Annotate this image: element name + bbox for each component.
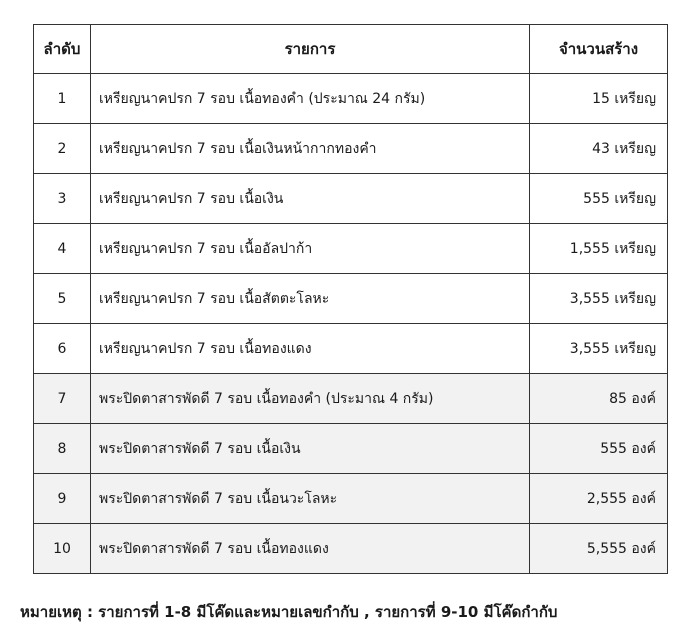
row-index: 10 <box>34 524 91 574</box>
table-header <box>34 25 668 74</box>
row-index: 8 <box>34 424 91 474</box>
row-index: 3 <box>34 174 91 224</box>
row-index: 7 <box>34 374 91 424</box>
table-row <box>34 124 668 174</box>
table-row <box>34 274 668 324</box>
table-row <box>34 524 668 574</box>
row-item: เหรียญนาคปรก 7 รอบ เนื้อสัตตะโลหะ <box>91 274 530 324</box>
table-row <box>34 474 668 524</box>
table-row <box>34 324 668 374</box>
table-row <box>34 424 668 474</box>
row-item: พระปิดตาสารพัดดี 7 รอบ เนื้อทองแดง <box>91 524 530 574</box>
table-row <box>34 174 668 224</box>
row-quantity: 85 องค์ <box>530 374 668 424</box>
row-quantity: 1,555 เหรียญ <box>530 224 668 274</box>
row-item: เหรียญนาคปรก 7 รอบ เนื้อทองแดง <box>91 324 530 374</box>
header-quantity: จำนวนสร้าง <box>530 25 668 74</box>
row-quantity: 43 เหรียญ <box>530 124 668 174</box>
row-quantity: 2,555 องค์ <box>530 474 668 524</box>
row-quantity: 555 องค์ <box>530 424 668 474</box>
item-table-container <box>33 24 667 574</box>
table-row <box>34 374 668 424</box>
row-item: เหรียญนาคปรก 7 รอบ เนื้อทองคำ (ประมาณ 24 กรัม) <box>91 74 530 124</box>
table-row <box>34 224 668 274</box>
row-index: 4 <box>34 224 91 274</box>
row-quantity: 555 เหรียญ <box>530 174 668 224</box>
table-body <box>34 74 668 574</box>
row-index: 5 <box>34 274 91 324</box>
row-item: เหรียญนาคปรก 7 รอบ เนื้อเงิน <box>91 174 530 224</box>
header-index: ลำดับ <box>34 25 91 74</box>
row-index: 1 <box>34 74 91 124</box>
row-item: พระปิดตาสารพัดดี 7 รอบ เนื้อนวะโลหะ <box>91 474 530 524</box>
row-quantity: 5,555 องค์ <box>530 524 668 574</box>
header-row <box>34 25 668 74</box>
row-item: เหรียญนาคปรก 7 รอบ เนื้อเงินหน้ากากทองคำ <box>91 124 530 174</box>
row-quantity: 3,555 เหรียญ <box>530 274 668 324</box>
item-table <box>33 24 668 574</box>
row-index: 2 <box>34 124 91 174</box>
row-item: พระปิดตาสารพัดดี 7 รอบ เนื้อทองคำ (ประมาณ 4 กรัม) <box>91 374 530 424</box>
row-item: พระปิดตาสารพัดดี 7 รอบ เนื้อเงิน <box>91 424 530 474</box>
header-item: รายการ <box>91 25 530 74</box>
table-row <box>34 74 668 124</box>
row-index: 9 <box>34 474 91 524</box>
footnote: หมายเหตุ : รายการที่ 1-8 มีโค๊ดและหมายเลขกำกับ , รายการที่ 9-10 มีโค๊ดกำกับ <box>20 603 558 621</box>
row-index: 6 <box>34 324 91 374</box>
row-quantity: 15 เหรียญ <box>530 74 668 124</box>
row-item: เหรียญนาคปรก 7 รอบ เนื้ออัลปาก้า <box>91 224 530 274</box>
row-quantity: 3,555 เหรียญ <box>530 324 668 374</box>
